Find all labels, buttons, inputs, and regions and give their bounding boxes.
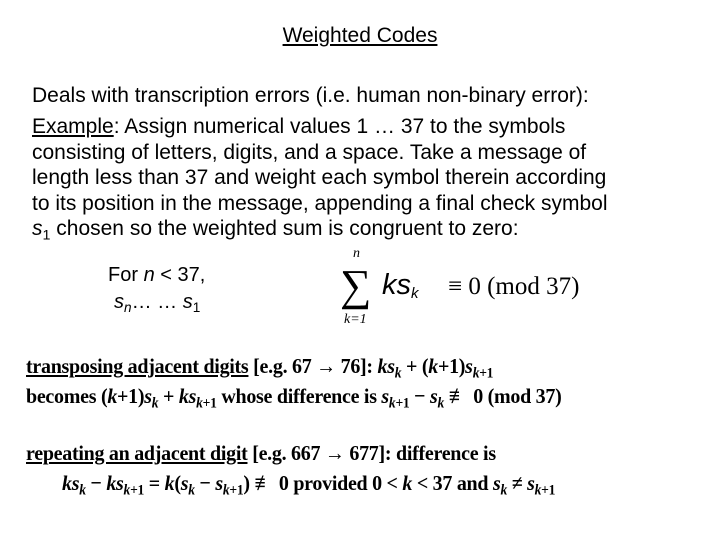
text-run: = bbox=[144, 471, 165, 495]
term-subscript: k bbox=[411, 285, 419, 302]
text-run: ≠ bbox=[506, 471, 528, 495]
text-run: + bbox=[158, 384, 179, 408]
text-run: +1 bbox=[541, 482, 556, 499]
text-run: s bbox=[465, 354, 473, 378]
text-run: k bbox=[151, 395, 159, 412]
text-run: k bbox=[222, 482, 230, 499]
text-run: k bbox=[79, 482, 86, 499]
text-run: k bbox=[188, 482, 195, 499]
sum-lower-limit: k=1 bbox=[344, 312, 367, 327]
text-run: +1) bbox=[117, 384, 145, 408]
text-run: +1 bbox=[229, 482, 244, 499]
text-run: k bbox=[500, 482, 507, 499]
intro-line bbox=[32, 84, 589, 108]
text-run: +1 bbox=[479, 365, 494, 382]
text-run: s bbox=[32, 217, 43, 240]
text-run: consisting of letters, digits, and a space. Take a message of bbox=[32, 141, 587, 164]
text-run: +1 bbox=[202, 395, 217, 412]
repeating-line bbox=[62, 471, 556, 499]
text-run: Deals with transcription errors (i.e. human non-binary error): bbox=[32, 84, 589, 107]
text-run: For bbox=[108, 264, 144, 286]
sigma-symbol: ∑ bbox=[340, 261, 372, 310]
text-run: ( bbox=[174, 471, 181, 495]
text-run: − bbox=[409, 384, 430, 408]
text-run: + ( bbox=[401, 354, 429, 378]
text-run: s bbox=[492, 471, 501, 495]
text-run: k bbox=[402, 471, 413, 495]
text-run: < 37, bbox=[154, 264, 206, 286]
weighted-sum-formula bbox=[340, 246, 620, 330]
text-run: Example bbox=[32, 115, 114, 138]
text-run: +1 bbox=[395, 395, 410, 412]
text-run: +1) bbox=[437, 354, 466, 378]
text-run: n bbox=[143, 264, 155, 286]
title-text: Weighted Codes bbox=[282, 24, 438, 47]
term-text: ks bbox=[382, 269, 411, 301]
text-run: 1 bbox=[42, 227, 51, 244]
sum-upper-limit: n bbox=[353, 246, 360, 261]
text-run: k bbox=[123, 482, 131, 499]
text-run: ≢ 0 (mod 37) bbox=[444, 384, 562, 408]
text-run: : Assign numerical values 1 … 37 to the symbols bbox=[113, 115, 566, 138]
text-run: k bbox=[534, 482, 542, 499]
text-run: < 37 and bbox=[412, 471, 493, 495]
text-run: chosen so the weighted sum is congruent to zero: bbox=[50, 217, 519, 240]
sum-term bbox=[382, 268, 419, 302]
text-run: to its position in the message, appending a final check symbol bbox=[32, 192, 608, 215]
text-run: 1 bbox=[192, 300, 201, 316]
text-run: becomes ( bbox=[26, 384, 108, 408]
text-run: ks bbox=[178, 384, 197, 408]
text-run: ks bbox=[62, 471, 80, 495]
text-run: k bbox=[394, 365, 402, 382]
text-run: ) ≢ 0 provided 0 < bbox=[243, 471, 403, 495]
slide-title bbox=[0, 24, 720, 48]
intro-line bbox=[32, 115, 565, 139]
repeating-line bbox=[26, 441, 496, 466]
intro-line bbox=[32, 217, 519, 244]
text-run: n bbox=[124, 300, 132, 316]
text-run: k bbox=[388, 395, 396, 412]
text-run: repeating an adjacent digit bbox=[26, 441, 248, 465]
text-run: k bbox=[107, 384, 118, 408]
text-run: k bbox=[472, 365, 480, 382]
text-run: ks bbox=[106, 471, 124, 495]
text-run: length less than 37 and weight each symbol therein according bbox=[32, 166, 607, 189]
intro-line bbox=[32, 141, 586, 165]
text-run: s bbox=[144, 384, 152, 408]
text-run: … … bbox=[131, 291, 183, 313]
intro-line bbox=[32, 166, 606, 190]
text-run: ks bbox=[377, 354, 395, 378]
text-run: [e.g. 67 → 76]: bbox=[248, 354, 378, 378]
text-run: s bbox=[182, 291, 193, 313]
sum-rhs: ≡ 0 (mod 37) bbox=[448, 273, 580, 300]
text-run: +1 bbox=[130, 482, 145, 499]
text-run: s bbox=[215, 471, 223, 495]
text-run: k bbox=[196, 395, 203, 412]
text-run: whose difference is bbox=[216, 384, 382, 408]
text-run: k bbox=[164, 471, 175, 495]
text-run: − bbox=[85, 471, 107, 495]
transposing-line bbox=[26, 384, 562, 412]
text-run: k bbox=[437, 395, 445, 412]
text-run: s bbox=[381, 384, 389, 408]
text-run: s bbox=[527, 471, 535, 495]
text-run: [e.g. 667 → 677]: difference is bbox=[247, 441, 496, 465]
text-run: s bbox=[429, 384, 438, 408]
text-run: s bbox=[114, 291, 124, 313]
text-run: k bbox=[428, 354, 438, 378]
transposing-line bbox=[26, 354, 494, 382]
text-run: transposing adjacent digits bbox=[26, 354, 249, 378]
condition-text bbox=[108, 264, 205, 287]
symbol-sequence bbox=[114, 291, 200, 314]
text-run: s bbox=[180, 471, 189, 495]
text-run: − bbox=[194, 471, 216, 495]
intro-line bbox=[32, 192, 608, 216]
